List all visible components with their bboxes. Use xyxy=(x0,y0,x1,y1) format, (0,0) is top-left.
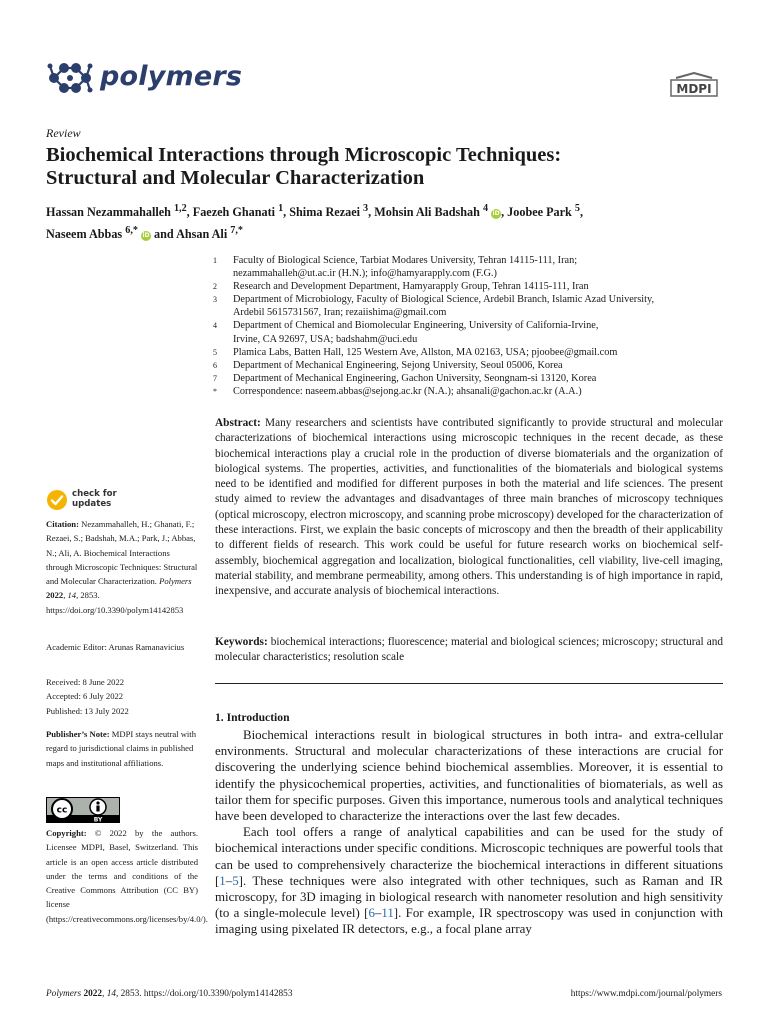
affiliation-line: Research and Development Department, Hamyarapply Group, Tehran 14115-111, Iran xyxy=(233,281,589,293)
keywords xyxy=(215,635,723,666)
title-line-2: Structural and Molecular Characterization xyxy=(46,167,425,189)
title-line-1: Biochemical Interactions through Microscopic Techniques: xyxy=(46,144,562,166)
reference-link[interactable]: 1 xyxy=(219,873,226,888)
affiliation-line[interactable]: Plamica Labs, Batten Hall, 125 Western Ave, Allston, MA 02163, USA; pjoobee@gmail.com xyxy=(233,346,618,358)
range-dash: – xyxy=(374,906,382,921)
citation-volume: 14 xyxy=(67,590,77,601)
affiliation-number: 3 xyxy=(213,295,217,305)
author-conjunction: and xyxy=(154,226,174,241)
mdpi-logo-icon xyxy=(670,72,718,98)
citation-doi[interactable]: , 2853. https://doi.org/10.3390/polym14142853 xyxy=(46,590,184,615)
author-affiliation: 6,* xyxy=(125,224,138,236)
footer-volume: 14 xyxy=(106,989,116,999)
author-affiliation: 5 xyxy=(574,203,580,214)
published-date: Published: 13 July 2022 xyxy=(46,705,129,716)
journal-name: polymers xyxy=(100,61,243,92)
author-name[interactable]: Hassan Nezammahalleh xyxy=(46,205,171,220)
keywords-label: Keywords: xyxy=(215,636,268,648)
article-title xyxy=(46,144,726,190)
affiliation-number: 4 xyxy=(213,321,217,331)
affiliation-line[interactable]: Ardebil 5615731567, Iran; rezaiishima@gmail.com xyxy=(233,307,447,319)
affiliation-number: 1 xyxy=(213,256,217,265)
copyright-label: Copyright: xyxy=(46,828,87,838)
footer-journal: Polymers xyxy=(46,989,82,999)
author-name[interactable]: Joobee Park xyxy=(507,205,572,220)
affiliation-item xyxy=(213,293,723,319)
author-affiliation: 7,* xyxy=(230,224,243,236)
affiliation-line: Department of Mechanical Engineering, Gachon University, Seongnam-si 13120, Korea xyxy=(233,372,597,384)
cc-logo-text: cc xyxy=(56,805,68,816)
affiliations xyxy=(213,254,723,398)
affiliation-line: Department of Chemical and Biomolecular Engineering, University of California-Irvine, xyxy=(233,320,599,332)
mdpi-logo-text: MDPI xyxy=(676,82,712,96)
check-updates-line: check for xyxy=(72,489,117,499)
academic-editor: Academic Editor: Arunas Ramanavicius xyxy=(46,642,185,652)
affiliation-line[interactable]: Irvine, CA 92697, USA; badshahm@uci.edu xyxy=(233,333,418,345)
check-updates-text xyxy=(72,489,117,509)
introduction-body xyxy=(215,727,723,938)
publisher-note-label: Publisher’s Note: xyxy=(46,729,110,739)
publisher-note-text: MDPI stays neutral with regard to jurisdictional claims in published maps and institutional affiliations. xyxy=(46,729,196,768)
affiliation-number: 2 xyxy=(213,282,217,292)
abstract-label: Abstract: xyxy=(215,417,261,429)
polymers-logo-icon xyxy=(46,58,94,98)
paragraph xyxy=(215,824,723,937)
received-date: Received: 8 June 2022 xyxy=(46,677,125,687)
correspondence-line[interactable]: Correspondence: naseem.abbas@sejong.ac.kr (N.A.); ahsanali@gachon.ac.kr (A.A.) xyxy=(233,385,582,397)
range-dash: – xyxy=(225,873,233,888)
author-name[interactable]: Mohsin Ali Badshah xyxy=(374,205,480,220)
author-affiliation: 3 xyxy=(363,203,369,214)
affiliation-item xyxy=(213,254,723,280)
affiliation-item xyxy=(213,319,723,345)
affiliation-number: 7 xyxy=(213,373,217,383)
author-affiliation: 1 xyxy=(278,203,284,214)
affiliation-line[interactable]: nezammahalleh@ut.ac.ir (H.N.); info@hamyarapply.com (F.G.) xyxy=(233,268,497,280)
paragraph-text: Each tool offers a range of analytical capabilities and can be used for the study of biochemical interactions under specific conditions. Microscopic techniques are powerful tools that can be used to comprehensively characterize the biochemical interactions in different situations [ xyxy=(215,825,723,888)
correspondence xyxy=(213,385,723,398)
reference-link[interactable]: 5 xyxy=(232,873,239,888)
author-name[interactable]: Ahsan Ali xyxy=(176,226,228,241)
citation-journal: Polymers xyxy=(159,576,192,587)
orcid-icon[interactable]: iD xyxy=(142,231,150,239)
author-name[interactable]: Shima Rezaei xyxy=(289,205,360,220)
by-label: BY xyxy=(93,816,103,823)
cc-license-badge[interactable] xyxy=(46,797,198,823)
copyright xyxy=(46,826,208,926)
affiliation-line: Department of Mechanical Engineering, Sejong University, Seoul 05006, Korea xyxy=(233,359,563,371)
citation: Citation: Nezammahalleh, H.; Ghanati, F.; Rezaei, S.; Badshah, M.A.; Park, J.; Abbas, N.; Ali, A. Biochemical Interactions through Microscopic Techniques: Structural and Molecular Characterization. Polymers 2022, 14, 2853. https://doi.org/10.3390/polym14142853 xyxy=(46,519,198,615)
publication-dates xyxy=(46,675,198,718)
paragraph-text: ]. For example, IR spectroscopy was used in conjunction with imaging using pixelated IR detectors, e.g., a focal plane array xyxy=(215,906,723,937)
accepted-date: Accepted: 6 July 2022 xyxy=(46,691,124,702)
footer-journal-url[interactable]: https://www.mdpi.com/journal/polymers xyxy=(570,989,722,999)
check-updates-icon xyxy=(46,489,68,511)
affiliation-number: * xyxy=(213,386,217,396)
affiliation-number: 6 xyxy=(213,360,217,370)
abstract xyxy=(215,416,723,600)
citation-year: 2022 xyxy=(46,590,64,601)
orcid-icon[interactable]: iD xyxy=(492,210,500,218)
affiliation-item xyxy=(213,359,723,372)
footer-doi[interactable]: , 2853. https://doi.org/10.3390/polym14142853 xyxy=(116,989,293,999)
footer-year: 2022 xyxy=(83,989,103,999)
article-type: Review xyxy=(46,126,81,140)
paragraph-text: ]. These techniques were also integrated with other techniques, such as Raman and IR microscopy, for 3D imaging in biological research with nanometer resolution and high sensitivity (to a single-molecule level) [ xyxy=(215,873,723,921)
copyright-text: © 2022 by the authors. Licensee MDPI, Basel, Switzerland. This article is an open access article distributed under the terms and conditions of the Creative Commons Attribution (CC BY) license (https://creativecommons.org/licenses/by/4.0/). xyxy=(46,828,208,924)
citation-text: Nezammahalleh, H.; Ghanati, F.; Rezaei, S.; Badshah, M.A.; Park, J.; Abbas, N.; Ali, A. Biochemical Interactions through Microscopic Techniques: Structural and Molecular Characterization. xyxy=(46,519,198,587)
journal-header xyxy=(46,58,722,102)
publisher-note xyxy=(46,727,198,770)
cc-by-icon xyxy=(46,797,120,823)
author-affiliation: 1,2 xyxy=(173,203,187,214)
affiliation-line: Faculty of Biological Science, Tarbiat Modares University, Tehran 14115-111, Iran; xyxy=(233,255,578,266)
affiliation-item xyxy=(213,280,723,293)
author-affiliation: 4 xyxy=(482,203,489,214)
abstract-text: Many researchers and scientists have contributed significantly to provide structural and molecular characterizations of biochemical interactions using microscopic techniques in the recent decade, as these biochemical interactions play a crucial role in the production of diverse biomaterials and the organization of biological systems. The properties, activities, and functionalities of the biomaterials and biological systems need to be identified and modified for different purposes in both the material and life sciences. The present study aimed to review the advantages and disadvantages of three main branches of microscopy techniques (optical microscopy, electron microscopy, and scanning probe microscopy) developed for the characterization of these interactions. First, we explain the basic concepts of microscopy and then the breadth of their applicability to different fields of research. This work could be useful for future research works on biochemical self-assembly, biochemical aggregation and localization, biological functionalities, cell viability, live-cell imaging, material stability, and membrane permeability, among others. This understanding is of high importance in rapid, inexpensive, and accurate analysis of biochemical interactions. xyxy=(215,417,723,598)
reference-link[interactable]: 6 xyxy=(368,906,375,921)
affiliation-number: 5 xyxy=(213,347,217,357)
author-name[interactable]: Naseem Abbas xyxy=(46,226,123,241)
footer-citation: Polymers 2022, 14, 2853. https://doi.org/10.3390/polym14142853 xyxy=(46,989,293,999)
citation-label: Citation: xyxy=(46,519,79,529)
affiliation-item xyxy=(213,372,723,385)
affiliation-line: Department of Microbiology, Faculty of Biological Science, Ardebil Branch, Islamic Azad University, xyxy=(233,294,655,306)
paragraph: Biochemical interactions result in biological structures in both intra- and extra-cellular environments. Structural and molecular characterizations of these interactions are crucial for discovering the underlying science behind biochemical assemblies. Moreover, it is essential to identify the physicochemical properties, activities, and functionalities of biomaterials, as well as tailor them for specific purposes. Given this importance, numerous tools and analytical techniques have been developed to characterize the interactions over the last few decades. xyxy=(215,728,723,824)
author-list: Hassan Nezammahalleh $^{1,2}$, Faezeh Ghanati $^1$, Shima Rezaei $^3$, Mohsin Ali Badshah $^4$ iD, Joobee Park $^5$, Naseem Abbas $^{6,*}$ iD and Ahsan Ali $^{7,*}$ xyxy=(46,203,583,241)
check-updates-line: updates xyxy=(72,499,112,509)
author-name[interactable]: Faezeh Ghanati xyxy=(192,205,276,220)
reference-link[interactable]: 11 xyxy=(381,906,394,921)
keywords-text: biochemical interactions; fluorescence; material and biological sciences; microscopy; structural and molecular characteristics; resolution scale xyxy=(215,636,723,664)
check-for-updates[interactable] xyxy=(46,487,198,513)
section-divider xyxy=(215,683,723,684)
section-heading: 1. Introduction xyxy=(215,711,290,724)
affiliation-item xyxy=(213,346,723,359)
